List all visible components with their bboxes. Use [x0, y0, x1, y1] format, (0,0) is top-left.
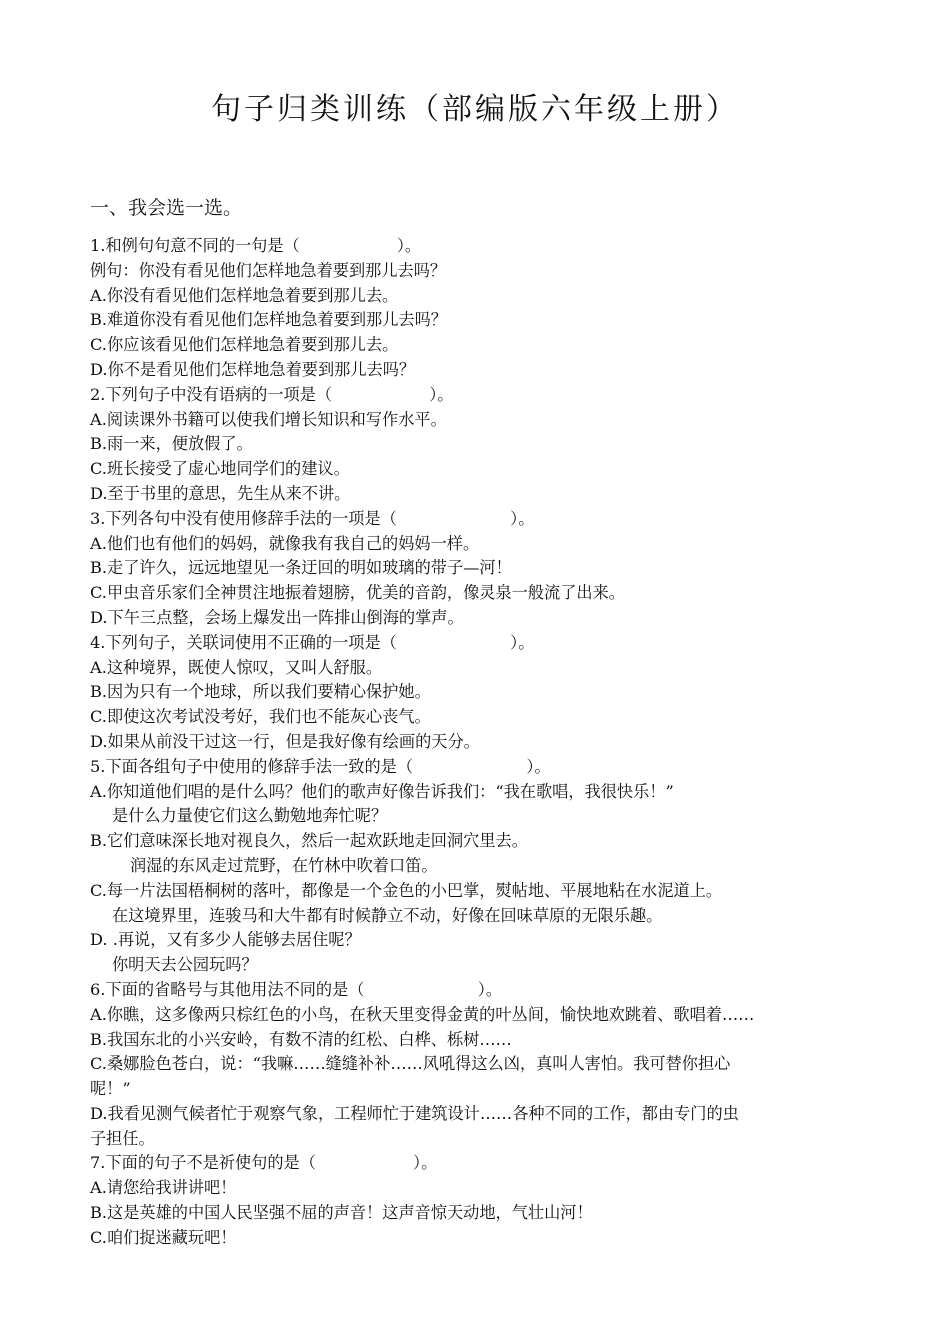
text-line: 在这境界里，连骏马和大牛都有时候静立不动，好像在回味草原的无限乐趣。 [112, 905, 663, 925]
text-line: A.你知道他们唱的是什么吗？他们的歌声好像告诉我们：“我在歌唱，我很快乐！” [90, 781, 674, 801]
text-line: 1.和例句句意不同的一句是（ ）。 [90, 236, 422, 255]
text-line: 呢！” [90, 1079, 131, 1099]
text-line: D.至于书里的意思，先生从来不讲。 [90, 483, 351, 503]
page-title: 句子归类训练（部编版六年级上册） [211, 92, 739, 127]
text-line: C.你应该看见他们怎样地急着要到那儿去。 [90, 335, 399, 355]
text-line: 7.下面的句子不是祈使句的是（ ）。 [90, 1153, 438, 1173]
text-line: 6.下面的省略号与其他用法不同的是（ ）。 [90, 979, 503, 999]
text-line: A.请您给我讲讲吧！ [90, 1178, 237, 1198]
text-line: D. .再说，又有多少人能够去居住呢？ [90, 930, 361, 950]
text-line: B.因为只有一个地球，所以我们要精心保护她。 [90, 682, 431, 702]
text-line: 你明天去公园玩吗？ [112, 955, 258, 975]
text-line: B.难道你没有看见他们怎样地急着要到那儿去吗？ [90, 310, 447, 330]
text-line: A.你瞧，这多像两只棕红色的小鸟，在秋天里变得金黄的叶丛间，愉快地欢跳着、歌唱着…… [90, 1004, 755, 1024]
text-line: C.每一片法国梧桐树的落叶，都像是一个金色的小巴掌，熨帖地、平展地粘在水泥道上。 [90, 880, 723, 900]
text-line: 是什么力量使它们这么勤勉地奔忙呢？ [112, 806, 388, 826]
text-line: B.我国东北的小兴安岭，有数不清的红松、白桦、栎树…… [90, 1029, 512, 1049]
text-line: B.走了许久，远远地望见一条迂回的明如玻璃的带子—河！ [90, 558, 512, 578]
text-line: B.这是英雄的中国人民坚强不屈的声音！这声音惊天动地，气壮山河！ [90, 1203, 593, 1223]
text-line: 4.下列句子，关联词使用不正确的一项是（ ）。 [90, 632, 535, 652]
text-line: 例句：你没有看见他们怎样地急着要到那儿去吗？ [90, 260, 447, 280]
text-line: A.你没有看见他们怎样地急着要到那儿去。 [90, 285, 399, 305]
text-line: C.甲虫音乐家们全神贯注地振着翅膀，优美的音韵，像灵泉一般流了出来。 [90, 583, 625, 603]
text-line: A.阅读课外书籍可以使我们增长知识和写作水平。 [90, 409, 447, 429]
text-line: 润湿的东风走过荒野，在竹林中吹着口笛。 [130, 855, 438, 875]
section-heading: 一、我会选一选。 [90, 197, 243, 219]
text-line: C.桑娜脸色苍白，说：“我嘛……缝缝补补……风吼得这么凶，真叫人害怕。我可替你担心 [90, 1054, 731, 1074]
text-line: D.我看见测气候者忙于观察气象，工程师忙于建筑设计……各种不同的工作，都由专门的虫 [90, 1103, 739, 1123]
text-line: 3.下列各句中没有使用修辞手法的一项是（ ）。 [90, 508, 535, 528]
text-line: C.咱们捉迷藏玩吧！ [90, 1227, 237, 1247]
question-list [90, 234, 870, 1251]
text-line: C.即使这次考试没考好，我们也不能灰心丧气。 [90, 707, 431, 727]
text-line: D.如果从前没干过这一行，但是我好像有绘画的天分。 [90, 731, 480, 751]
text-line: 2.下列句子中没有语病的一项是（ ）。 [90, 384, 454, 404]
text-line: B.它们意味深长地对视良久，然后一起欢跃地走回洞穴里去。 [90, 831, 528, 851]
text-line: C.班长接受了虚心地同学们的建议。 [90, 459, 350, 479]
text-line: 子担任。 [90, 1128, 155, 1148]
text-line: B.雨一来，便放假了。 [90, 434, 253, 454]
text-line: 5.下面各组句子中使用的修辞手法一致的是（ ）。 [90, 756, 551, 776]
text-line: A.他们也有他们的妈妈，就像我有我自己的妈妈一样。 [90, 533, 480, 553]
text-line: D.下午三点整，会场上爆发出一阵排山倒海的掌声。 [90, 607, 464, 627]
text-line: A.这种境界，既使人惊叹，又叫人舒服。 [90, 657, 383, 677]
text-line: D.你不是看见他们怎样地急着要到那儿去吗？ [90, 359, 416, 379]
